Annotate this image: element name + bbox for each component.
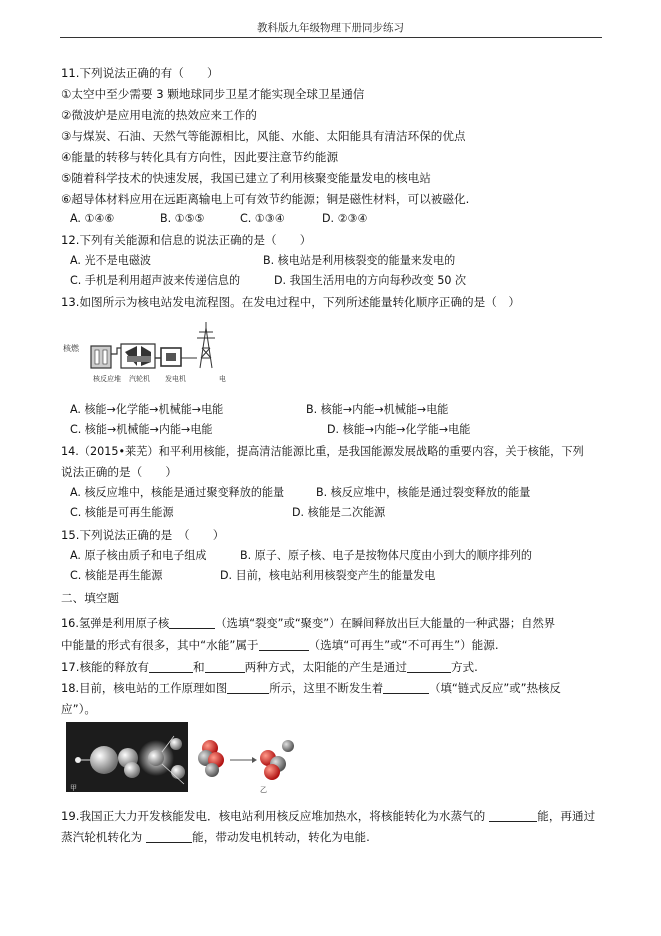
q18-text-1: 18.目前，核电站的工作原理如图 — [61, 681, 228, 695]
q16-text-1: 16.氢弹是利用原子核 — [61, 617, 170, 630]
q19-text-4: 能，带动发电机转动，转化为电能. — [192, 830, 370, 844]
q18-text-2: 所示，这里不断发生着 — [269, 681, 384, 695]
q11-stem: 11.下列说法正确的有（ ） — [61, 66, 219, 80]
q11-item-2: ②微波炉是应用电流的热效应来工作的 — [61, 108, 257, 122]
q13-option-d[interactable]: D. 核能→内能→化学能→电能 — [327, 423, 471, 436]
figure-label-power: 电 — [219, 375, 226, 383]
q16-line1 — [61, 616, 555, 632]
figure-label-yi: 乙 — [260, 786, 267, 794]
q17-text-2: 和 — [193, 660, 205, 674]
header-rule — [60, 37, 602, 38]
q15-option-b[interactable]: B. 原子、原子核、电子是按物体尺度由小到大的顺序排列的 — [240, 549, 533, 562]
q12-option-d[interactable]: D. 我国生活用电的方向每秒改变 50 次 — [274, 274, 467, 287]
q19-blank-1[interactable] — [489, 809, 537, 822]
q16-text-4: （选填“可再生”或“不可再生”）能源. — [308, 638, 499, 652]
q19-text-1: 19.我国正大力开发核能发电．核电站利用核反应堆加热水，将核能转化为水蒸气的 — [61, 809, 486, 823]
heavy-nucleus-icon — [90, 746, 118, 774]
q16-text-2: （选填“裂变”或“聚变”）在瞬间释放出巨大能量的一种武器；自然界 — [215, 617, 556, 630]
q17-blank-1[interactable] — [149, 660, 193, 673]
q15-option-a[interactable]: A. 原子核由质子和电子组成 — [70, 549, 207, 562]
page-header: 教科版九年级物理下册同步练习 — [257, 22, 404, 34]
q19-line2 — [61, 829, 370, 845]
q18-blank-2[interactable] — [383, 681, 429, 694]
figure-label-fuel: 核燃 — [63, 344, 79, 353]
q11-option-b[interactable]: B. ①⑤⑤ — [160, 212, 205, 225]
q13-stem: 13.如图所示为核电站发电流程图。在发电过程中，下列所述能量转化顺序正确的是（ ） — [61, 295, 521, 309]
q11-item-3: ③与煤炭、石油、天然气等能源相比，风能、水能、太阳能具有清洁环保的优点 — [61, 129, 466, 143]
reactor-icon — [91, 346, 111, 368]
figure-label-generator: 发电机 — [165, 375, 186, 383]
q18-line1 — [61, 680, 561, 696]
q11-option-a[interactable]: A. ①④⑥ — [70, 212, 115, 225]
q11-option-d[interactable]: D. ②③④ — [322, 212, 368, 225]
q13-option-c[interactable]: C. 核能→机械能→内能→电能 — [70, 423, 213, 436]
q14-option-c[interactable]: C. 核能是可再生能源 — [70, 506, 174, 519]
q17-text-1: 17.核能的释放有 — [61, 660, 150, 674]
q11-option-c[interactable]: C. ①③④ — [240, 212, 285, 225]
q11-item-6: ⑥超导体材料应用在远距离输电上可有效节约能源；铜是磁性材料，可以被磁化. — [61, 192, 470, 206]
q12-option-a[interactable]: A. 光不是电磁波 — [70, 254, 152, 267]
q15-option-d[interactable]: D. 目前，核电站利用核裂变产生的能量发电 — [220, 569, 436, 582]
q17-blank-2[interactable] — [205, 660, 245, 673]
fission-fusion-figure — [66, 722, 306, 798]
q17-text-3: 两种方式，太阳能的产生是通过 — [244, 660, 407, 674]
q14-option-a[interactable]: A. 核反应堆中，核能是通过聚变释放的能量 — [70, 486, 285, 499]
q15-option-c[interactable]: C. 核能是再生能源 — [70, 569, 163, 582]
q14-option-b[interactable]: B. 核反应堆中，核能是通过裂变释放的能量 — [316, 486, 531, 499]
q19-line1 — [61, 808, 595, 824]
q18-line2: 应”）。 — [61, 702, 96, 716]
q11-item-5: ⑤随着科学技术的快速发展，我国已建立了利用核聚变能量发电的核电站 — [61, 171, 431, 185]
fusion-panel — [198, 740, 294, 780]
power-tower-icon — [197, 322, 215, 368]
q19-text-3: 蒸汽轮机转化为 — [61, 830, 143, 844]
q19-blank-2[interactable] — [146, 830, 192, 843]
figure-label-jia: 甲 — [70, 784, 77, 792]
q13-option-a[interactable]: A. 核能→化学能→机械能→电能 — [70, 403, 224, 416]
q17-line — [61, 659, 478, 675]
figure-label-turbine: 汽轮机 — [129, 375, 150, 383]
q18-text-3: （填“链式反应”或”热核反 — [429, 681, 561, 695]
figure-label-reactor: 核反应堆 — [93, 375, 121, 383]
section-fill-in-title: 二、填空题 — [61, 591, 119, 605]
q16-line2 — [61, 637, 499, 653]
q12-option-b[interactable]: B. 核电站是利用核裂变的能量来发电的 — [263, 254, 456, 267]
q19-text-2: 能，再通过 — [537, 809, 596, 823]
q11-item-1: ①太空中至少需要 3 颗地球同步卫星才能实现全球卫星通信 — [61, 87, 365, 101]
q16-text-3: 中能量的形式有很多，其中“水能”属于 — [61, 638, 259, 652]
q13-option-b[interactable]: B. 核能→内能→机械能→电能 — [306, 403, 449, 416]
q17-text-4: 方式. — [450, 660, 478, 674]
q16-blank-1[interactable] — [169, 616, 215, 629]
q11-item-4: ④能量的转移与转化具有方向性，因此要注意节约能源 — [61, 150, 339, 164]
q18-blank-1[interactable] — [227, 681, 269, 694]
q14-option-d[interactable]: D. 核能是二次能源 — [292, 506, 386, 519]
q14-stem-line2: 说法正确的是（ ） — [61, 465, 177, 479]
q16-blank-2[interactable] — [259, 638, 309, 651]
q12-stem: 12.下列有关能源和信息的说法正确的是（ ） — [61, 233, 312, 247]
q14-stem-line1: 14.（2015•莱芜）和平利用核能，提高清洁能源比重，是我国能源发展战略的重要内容，关于核能，下列 — [61, 445, 584, 458]
q12-option-c[interactable]: C. 手机是利用超声波来传递信息的 — [70, 274, 241, 287]
nuclear-plant-flow-figure — [61, 318, 241, 388]
q17-blank-3[interactable] — [407, 660, 451, 673]
q15-stem: 15.下列说法正确的是 （ ） — [61, 528, 225, 542]
